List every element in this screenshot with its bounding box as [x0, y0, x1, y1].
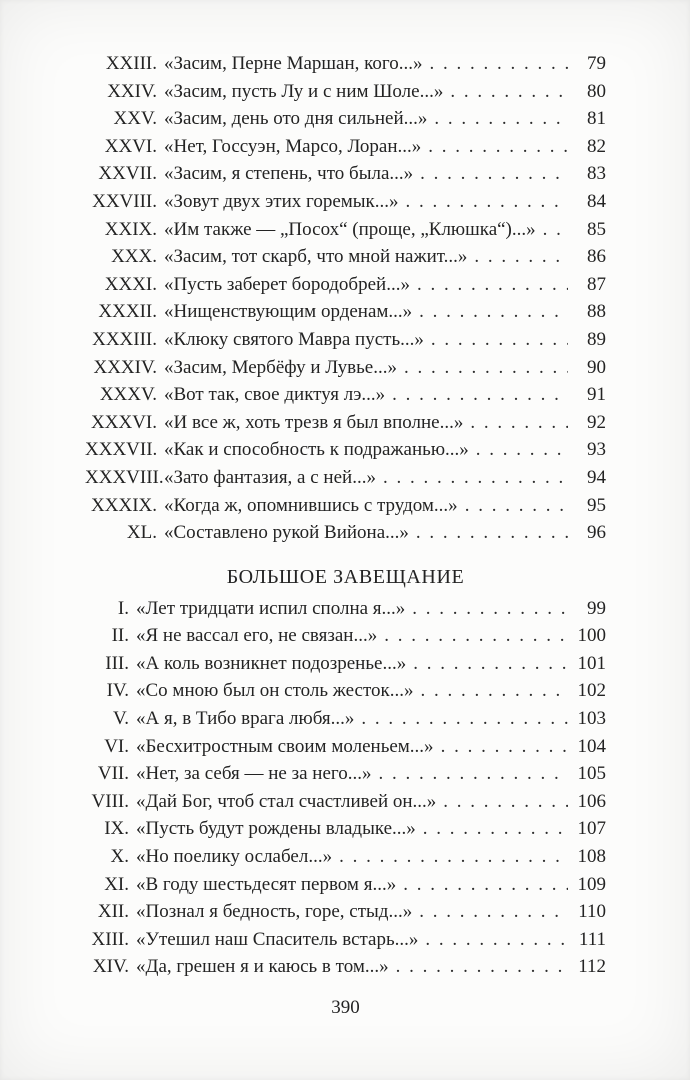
toc-entry — [85, 246, 606, 274]
entry-numeral: XXXI. — [104, 273, 157, 295]
dot-leader — [465, 495, 568, 517]
entry-page-number: 95 — [587, 494, 606, 516]
entry-title: «Со мною был он столь жесток...» — [136, 680, 414, 702]
entry-title: «Как и способность к подражанью...» — [164, 439, 469, 461]
entry-page-number: 79 — [587, 53, 606, 74]
entry-numeral: XXIV. — [107, 80, 157, 102]
entry-title: «Вот так, свое диктуя лэ...» — [164, 384, 386, 406]
entry-page-number: 88 — [587, 301, 606, 323]
entry-numeral: XIII. — [91, 928, 129, 950]
entry-title: «Нет, за себя — не за него...» — [136, 763, 372, 785]
toc-entry — [85, 53, 606, 81]
section-heading: БОЛЬШОЕ ЗАВЕЩАНИЕ — [226, 565, 465, 588]
entry-numeral: X. — [110, 846, 129, 868]
dot-leader — [378, 763, 568, 785]
entry-title: «Засим, день ото дня сильней...» — [164, 108, 428, 130]
entry-numeral: XXXVII. — [85, 439, 158, 461]
toc-entry — [85, 301, 606, 329]
toc-entry — [85, 81, 606, 109]
toc-entry — [85, 467, 606, 495]
entry-title: «Дай Бог, чтоб стал счастливей он...» — [136, 790, 437, 812]
dot-leader — [406, 191, 568, 213]
toc-entry — [85, 191, 606, 219]
entry-numeral: XXXIX. — [91, 494, 157, 516]
toc-entry — [85, 901, 606, 929]
entry-page-number: 87 — [587, 273, 606, 295]
entry-numeral: VI. — [104, 735, 129, 757]
entry-numeral: IV. — [106, 680, 129, 702]
entry-numeral: I. — [117, 597, 129, 619]
entry-page-number: 104 — [577, 735, 606, 757]
entry-title: «Лет тридцати испил сполна я...» — [136, 597, 406, 619]
entry-page-number: 103 — [577, 708, 606, 730]
toc-entry — [85, 495, 606, 523]
dot-leader — [421, 680, 568, 702]
toc-entry — [85, 708, 606, 736]
entry-title: «Бесхитростным своим моленьем...» — [136, 735, 434, 757]
dot-leader — [419, 301, 568, 323]
entry-page-number: 94 — [587, 466, 606, 488]
dot-leader — [392, 384, 568, 406]
entry-title: «Засим, Мербёфу и Лувье...» — [164, 356, 397, 378]
entry-title: «Нет, Госсуэн, Марсо, Лоран...» — [164, 135, 422, 157]
dot-leader — [543, 219, 568, 241]
entry-page-number: 100 — [577, 625, 606, 647]
dot-leader — [420, 163, 568, 185]
entry-page-number: 112 — [578, 956, 606, 978]
entry-page-number: 91 — [587, 384, 606, 406]
dot-leader — [383, 467, 568, 489]
dot-leader — [361, 708, 568, 730]
dot-leader — [474, 246, 568, 268]
entry-page-number: 109 — [577, 873, 606, 895]
entry-title: «Засим, я степень, что была...» — [164, 163, 414, 185]
entry-numeral: VIII. — [91, 790, 129, 812]
toc-entry — [85, 956, 606, 984]
dot-leader — [425, 929, 568, 951]
entry-page-number: 96 — [587, 522, 606, 544]
entry-title: «Но поелику ослабел...» — [136, 846, 333, 868]
toc-entry — [85, 818, 606, 846]
entry-numeral: V. — [112, 708, 129, 730]
entry-numeral: III. — [105, 652, 129, 674]
entry-numeral: XIV. — [92, 956, 129, 978]
entry-title: «Пусть будут рождены владыке...» — [136, 818, 416, 840]
entry-numeral: XXVII. — [98, 163, 157, 185]
entry-page-number: 90 — [587, 356, 606, 378]
entry-page-number: 107 — [577, 818, 606, 840]
dot-leader — [429, 53, 568, 75]
entry-title: «Зато фантазия, а с ней...» — [164, 466, 376, 488]
toc-entry — [85, 274, 606, 302]
entry-numeral: XXXVI. — [91, 411, 157, 433]
entry-title: «Составлено рукой Вийона...» — [164, 522, 409, 544]
entry-title: «Пусть заберет бородобрей...» — [164, 273, 410, 295]
entry-page-number: 106 — [577, 790, 606, 812]
entry-title: «И все ж, хоть трезв я был вполне...» — [164, 411, 464, 433]
dot-leader — [396, 956, 568, 978]
toc-entry — [85, 108, 606, 136]
entry-page-number: 82 — [587, 135, 606, 157]
dot-leader — [476, 439, 568, 461]
entry-numeral: XXXII. — [98, 301, 157, 323]
toc-entry — [85, 439, 606, 467]
entry-page-number: 83 — [587, 163, 606, 185]
toc-entry — [85, 763, 606, 791]
dot-leader — [413, 653, 568, 675]
entry-page-number: 105 — [577, 763, 606, 785]
entry-title: «Нищенствующим орденам...» — [164, 301, 413, 323]
toc-entry — [85, 219, 606, 247]
entry-page-number: 80 — [587, 80, 606, 102]
entry-page-number: 86 — [587, 246, 606, 268]
entry-numeral: II. — [111, 625, 129, 647]
dot-leader — [431, 329, 568, 351]
toc-entry — [85, 929, 606, 957]
entry-page-number: 108 — [577, 846, 606, 868]
toc-entry — [85, 136, 606, 164]
entry-page-number: 110 — [578, 901, 606, 923]
toc-entry — [85, 384, 606, 412]
entry-page-number: 99 — [587, 597, 606, 619]
entry-title: «Зовут двух этих горемык...» — [164, 190, 399, 212]
entry-numeral: XXIX. — [104, 218, 157, 240]
entry-title: «Клюку святого Мавра пусть...» — [164, 328, 424, 350]
entry-numeral: XXIII. — [105, 53, 157, 74]
dot-leader — [450, 81, 568, 103]
dot-leader — [441, 736, 568, 758]
entry-numeral: XII. — [97, 901, 129, 923]
toc-entry — [85, 357, 606, 385]
toc-entry — [85, 791, 606, 819]
toc-entry — [85, 329, 606, 357]
dot-leader — [470, 412, 568, 434]
toc-entry — [85, 653, 606, 681]
entry-title: «Засим, пусть Лу и с ним Шоле...» — [164, 80, 444, 102]
toc-section-2 — [85, 598, 606, 984]
toc-entry — [85, 736, 606, 764]
entry-title: «Засим, Перне Маршан, кого...» — [164, 53, 423, 74]
entry-numeral: XXV. — [113, 108, 157, 130]
entry-title: «Когда ж, опомнившись с трудом...» — [164, 494, 458, 516]
entry-title: «Засим, тот скарб, что мной нажит...» — [164, 246, 468, 268]
toc-entry — [85, 412, 606, 440]
dot-leader — [428, 136, 568, 158]
entry-numeral: XL. — [126, 522, 157, 544]
toc-entry — [85, 680, 606, 708]
dot-leader — [339, 846, 568, 868]
toc-entry — [85, 163, 606, 191]
entry-page-number: 102 — [577, 680, 606, 702]
toc-entry — [85, 522, 606, 550]
entry-page-number: 89 — [587, 328, 606, 350]
entry-numeral: XXVI. — [104, 135, 157, 157]
entry-page-number: 92 — [587, 411, 606, 433]
entry-numeral: XXXV. — [99, 384, 157, 406]
entry-title: «В году шестьдесят первом я...» — [136, 873, 397, 895]
entry-page-number: 111 — [578, 928, 606, 950]
entry-title: «Я не вассал его, не связан...» — [136, 625, 378, 647]
dot-leader — [417, 274, 568, 296]
entry-title: «А я, в Тибо врага любя...» — [136, 708, 355, 730]
entry-title: «А коль возникнет подозренье...» — [136, 652, 407, 674]
entry-numeral: XXXIV. — [93, 356, 157, 378]
dot-leader — [443, 791, 568, 813]
entry-title: «Им также — „Посох“ (проще, „Клюшка“)...» — [164, 218, 536, 240]
entry-page-number: 85 — [587, 218, 606, 240]
dot-leader — [404, 357, 568, 379]
dot-leader — [403, 874, 568, 896]
dot-leader — [412, 598, 568, 620]
toc-section-1 — [85, 53, 606, 550]
toc-entry — [85, 846, 606, 874]
toc-entry — [85, 625, 606, 653]
entry-page-number: 101 — [577, 652, 606, 674]
entry-page-number: 81 — [587, 108, 606, 130]
entry-numeral: VII. — [97, 763, 129, 785]
dot-leader — [419, 901, 568, 923]
entry-title: «Утешил наш Спаситель встарь...» — [136, 928, 419, 950]
entry-numeral: XXXVIII. — [85, 466, 164, 488]
dot-leader — [423, 818, 568, 840]
entry-title: «Да, грешен я и каюсь в том...» — [136, 956, 389, 978]
entry-numeral: XXXIII. — [92, 328, 157, 350]
entry-numeral: XI. — [104, 873, 129, 895]
entry-numeral: XXX. — [111, 246, 157, 268]
entry-page-number: 93 — [587, 439, 606, 461]
entry-title: «Познал я бедность, горе, стыд...» — [136, 901, 413, 923]
toc-entry — [85, 598, 606, 626]
dot-leader — [416, 522, 568, 544]
entry-numeral: IX. — [104, 818, 129, 840]
dot-leader — [434, 108, 568, 130]
entry-page-number: 84 — [587, 190, 606, 212]
entry-numeral: XXVIII. — [92, 190, 157, 212]
toc-entry — [85, 874, 606, 902]
dot-leader — [384, 625, 568, 647]
page-number-folio: 390 — [331, 997, 360, 1018]
